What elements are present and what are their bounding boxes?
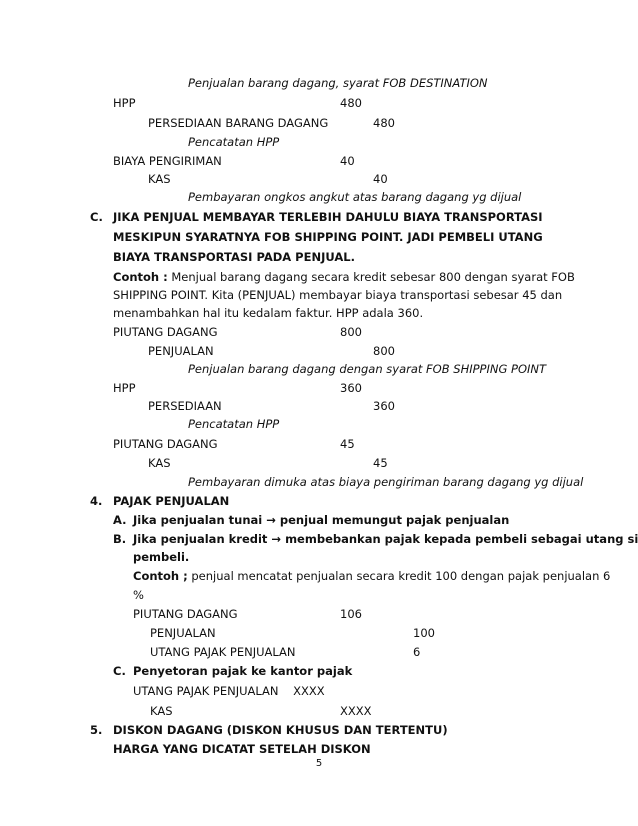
journal-debit-amount: 40 <box>340 154 355 168</box>
journal-note: Penjualan barang dagang dengan syarat FOB SHIPPING POINT <box>188 362 547 376</box>
subsection-marker: B. <box>113 532 127 546</box>
journal-debit-account: PIUTANG DAGANG <box>133 607 238 621</box>
journal-debit-account: HPP <box>113 96 136 110</box>
subsection-heading: pembeli. <box>133 550 190 564</box>
journal-credit-amount: XXXX <box>340 704 372 718</box>
journal-credit-amount: 800 <box>373 344 395 358</box>
subsection-marker: C. <box>113 664 126 678</box>
journal-debit-account: HPP <box>113 381 136 395</box>
journal-debit-account: BIAYA PENGIRIMAN <box>113 154 222 168</box>
journal-credit-account: PERSEDIAAN <box>148 399 222 413</box>
journal-credit-amount: 45 <box>373 456 388 470</box>
example-label: Contoh ; <box>133 569 188 583</box>
journal-note: Penjualan barang dagang, syarat FOB DESTINATION <box>188 76 488 90</box>
journal-credit-amount: 100 <box>413 626 435 640</box>
example-paragraph <box>113 269 575 285</box>
journal-credit-account: KAS <box>150 704 173 718</box>
example-text: % <box>133 588 144 602</box>
journal-credit-account: UTANG PAJAK PENJUALAN <box>150 645 296 659</box>
journal-credit-amount: 480 <box>373 116 395 130</box>
subsection-marker: A. <box>113 513 127 527</box>
example-text: Menjual barang dagang secara kredit sebesar 800 dengan syarat FOB <box>167 270 575 284</box>
section-heading: PAJAK PENJUALAN <box>113 494 230 508</box>
journal-credit-amount: 6 <box>413 645 421 659</box>
example-label: Contoh : <box>113 270 168 284</box>
section-heading: HARGA YANG DICATAT SETELAH DISKON <box>113 742 371 756</box>
section-marker: 5. <box>90 723 103 737</box>
journal-note: Pembayaran dimuka atas biaya pengiriman barang dagang yg dijual <box>188 475 584 489</box>
journal-debit-line: UTANG PAJAK PENJUALAN XXXX <box>133 684 325 698</box>
journal-note: Pencatatan HPP <box>188 135 280 149</box>
section-marker: 4. <box>90 494 103 508</box>
subsection-heading: Penyetoran pajak ke kantor pajak <box>133 664 353 678</box>
journal-credit-amount: 360 <box>373 399 395 413</box>
section-marker: C. <box>90 210 103 224</box>
example-text: penjual mencatat penjualan secara kredit 100 dengan pajak penjualan 6 <box>187 569 611 583</box>
journal-debit-account: PIUTANG DAGANG <box>113 437 218 451</box>
section-heading: MESKIPUN SYARATNYA FOB SHIPPING POINT. JADI PEMBELI UTANG <box>113 230 543 244</box>
journal-credit-amount: 40 <box>373 172 388 186</box>
journal-credit-account: PERSEDIAAN BARANG DAGANG <box>148 116 329 130</box>
journal-debit-amount: 800 <box>340 325 362 339</box>
subsection-heading: Jika penjualan tunai → penjual memungut pajak penjualan <box>133 513 510 527</box>
section-heading: DISKON DAGANG (DISKON KHUSUS DAN TERTENTU) <box>113 723 448 737</box>
journal-credit-account: PENJUALAN <box>150 626 216 640</box>
section-heading: BIAYA TRANSPORTASI PADA PENJUAL. <box>113 250 355 264</box>
journal-debit-amount: 106 <box>340 607 362 621</box>
example-text: SHIPPING POINT. Kita (PENJUAL) membayar biaya transportasi sebesar 45 dan <box>113 288 563 302</box>
journal-credit-account: PENJUALAN <box>148 344 214 358</box>
journal-debit-amount: 480 <box>340 96 362 110</box>
journal-credit-account: KAS <box>148 172 171 186</box>
journal-note: Pembayaran ongkos angkut atas barang dagang yg dijual <box>188 190 522 204</box>
example-paragraph <box>133 568 610 584</box>
journal-credit-account: KAS <box>148 456 171 470</box>
journal-note: Pencatatan HPP <box>188 417 280 431</box>
section-heading: JIKA PENJUAL MEMBAYAR TERLEBIH DAHULU BIAYA TRANSPORTASI <box>113 210 543 224</box>
subsection-heading: Jika penjualan kredit → membebankan pajak kepada pembeli sebagai utang si <box>133 532 638 546</box>
page-number: 5 <box>315 758 323 769</box>
journal-debit-amount: 45 <box>340 437 355 451</box>
journal-debit-amount: 360 <box>340 381 362 395</box>
journal-debit-account: PIUTANG DAGANG <box>113 325 218 339</box>
example-text: menambahkan hal itu kedalam faktur. HPP adala 360. <box>113 306 424 320</box>
